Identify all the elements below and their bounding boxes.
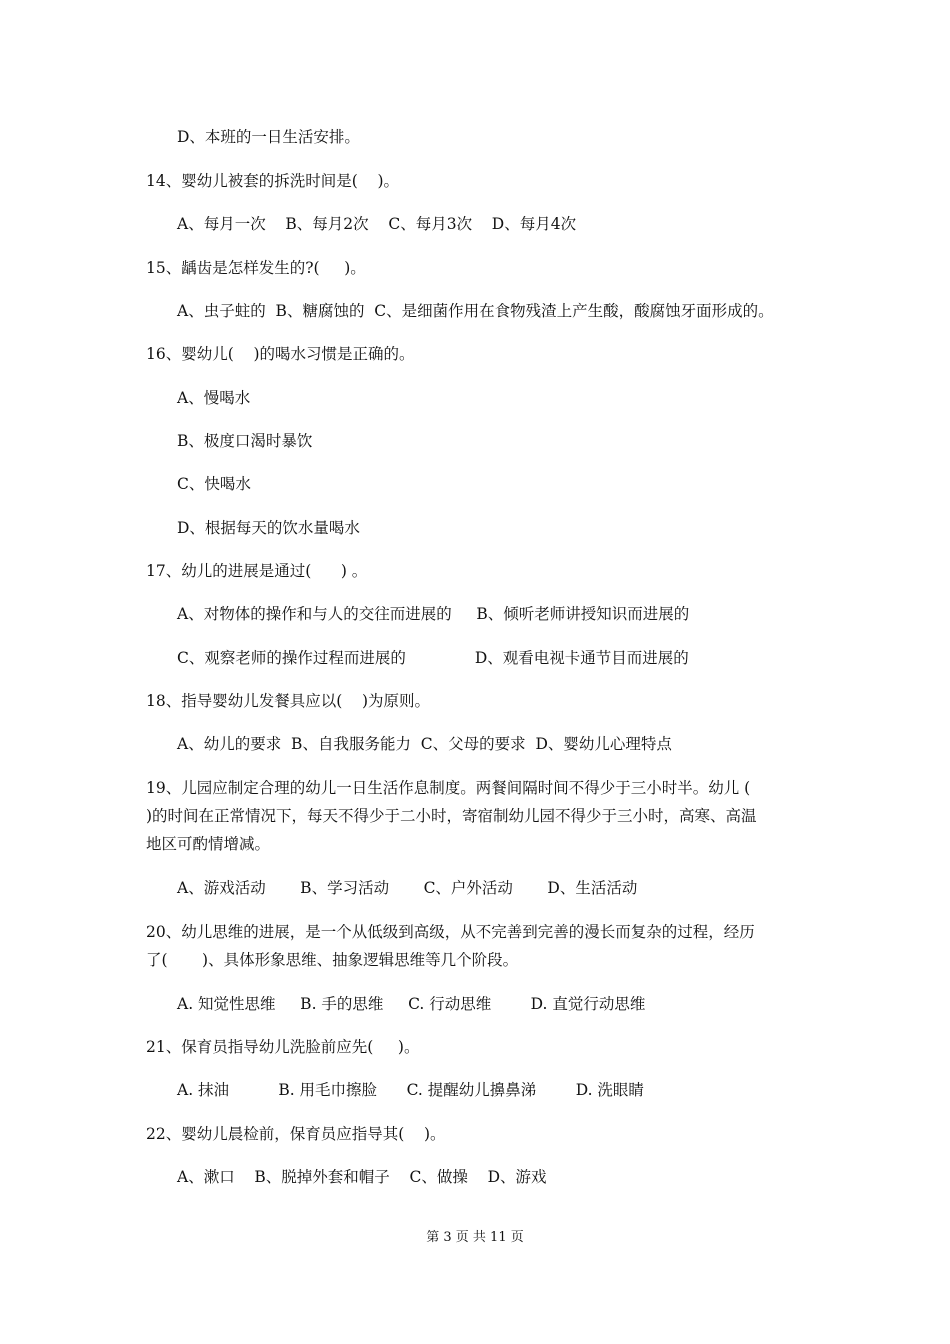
option-line: A、游戏活动 B、学习活动 C、户外活动 D、生活活动: [177, 879, 638, 897]
question-line: 21、保育员指导幼儿洗脸前应先( )。: [146, 1038, 420, 1056]
option-line: D、根据每天的饮水量喝水: [177, 519, 360, 537]
page-footer: 第 3 页 共 11 页: [426, 1230, 524, 1245]
question-line: 14、婴幼儿被套的拆洗时间是( )。: [146, 172, 400, 190]
option-line: A. 知觉性思维 B. 手的思维 C. 行动思维 D. 直觉行动思维: [177, 995, 646, 1013]
option-line: C、观察老师的操作过程而进展的 D、观看电视卡通节目而进展的: [177, 649, 689, 667]
option-line: A、幼儿的要求 B、自我服务能力 C、父母的要求 D、婴幼儿心理特点: [177, 735, 672, 753]
option-line: A、对物体的操作和与人的交往而进展的 B、倾听老师讲授知识而进展的: [177, 605, 690, 623]
question-line: 地区可酌情增减。: [146, 835, 271, 853]
question-line: 19、儿园应制定合理的幼儿一日生活作息制度。两餐间隔时间不得少于三小时半。幼儿 (: [146, 779, 751, 797]
question-line: 20、幼儿思维的进展，是一个从低级到高级，从不完善到完善的漫长而复杂的过程，经历: [146, 923, 755, 941]
option-line: A、慢喝水: [177, 389, 251, 407]
question-line: 18、指导婴幼儿发餐具应以( )为原则。: [146, 692, 431, 710]
option-line: A. 抹油 B. 用毛巾擦脸 C. 提醒幼儿擤鼻涕 D. 洗眼睛: [177, 1081, 644, 1099]
option-line: A、漱口 B、脱掉外套和帽子 C、做操 D、游戏: [177, 1168, 547, 1186]
question-line: 15、龋齿是怎样发生的?( )。: [146, 259, 366, 277]
option-line: A、虫子蛀的 B、糖腐蚀的 C、是细菌作用在食物残渣上产生酸，酸腐蚀牙面形成的。: [177, 302, 774, 320]
question-line: 了( )、具体形象思维、抽象逻辑思维等几个阶段。: [146, 951, 519, 969]
option-line: C、快喝水: [177, 475, 251, 493]
question-line: 17、幼儿的进展是通过( ) 。: [146, 562, 368, 580]
question-line: )的时间在正常情况下，每天不得少于二小时，寄宿制幼儿园不得少于三小时，高寒、高温: [146, 807, 757, 825]
question-line: 22、婴幼儿晨检前，保育员应指导其( )。: [146, 1125, 446, 1143]
option-line: A、每月一次 B、每月2次 C、每月3次 D、每月4次: [177, 215, 577, 233]
question-line: 16、婴幼儿( )的喝水习惯是正确的。: [146, 345, 415, 363]
option-line: B、极度口渴时暴饮: [177, 432, 313, 450]
option-line: D、本班的一日生活安排。: [177, 128, 360, 146]
